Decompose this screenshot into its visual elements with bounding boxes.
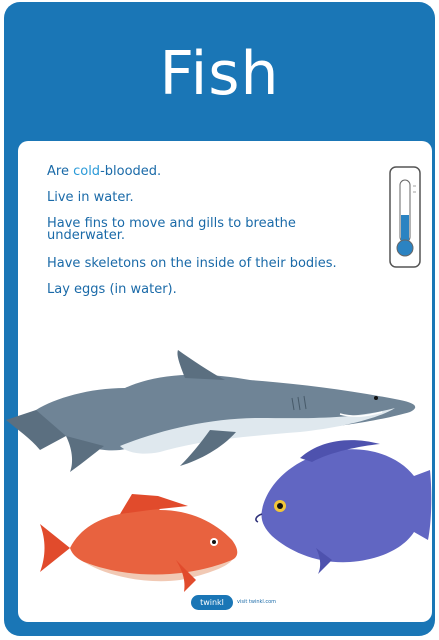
- fact-item: Are cold-blooded.: [47, 164, 162, 179]
- fact-item: Lay eggs (in water).: [47, 282, 177, 297]
- fact-item: Have fins to move and gills to breathe underwater.: [47, 216, 296, 243]
- fact-item: Live in water.: [47, 190, 134, 205]
- twinkl-logo: [191, 593, 283, 613]
- brand-badge: twinkl: [191, 595, 233, 610]
- brand-url: visit twinkl.com: [237, 599, 277, 605]
- red-snapper-illustration: [40, 494, 237, 592]
- blue-tropical-fish-illustration: [256, 440, 431, 574]
- thermometer-icon: [390, 167, 420, 267]
- highlight-word: cold: [73, 164, 101, 179]
- fact-item: Have skeletons on the inside of their bodies.: [47, 256, 337, 271]
- page-title: Fish: [159, 39, 280, 109]
